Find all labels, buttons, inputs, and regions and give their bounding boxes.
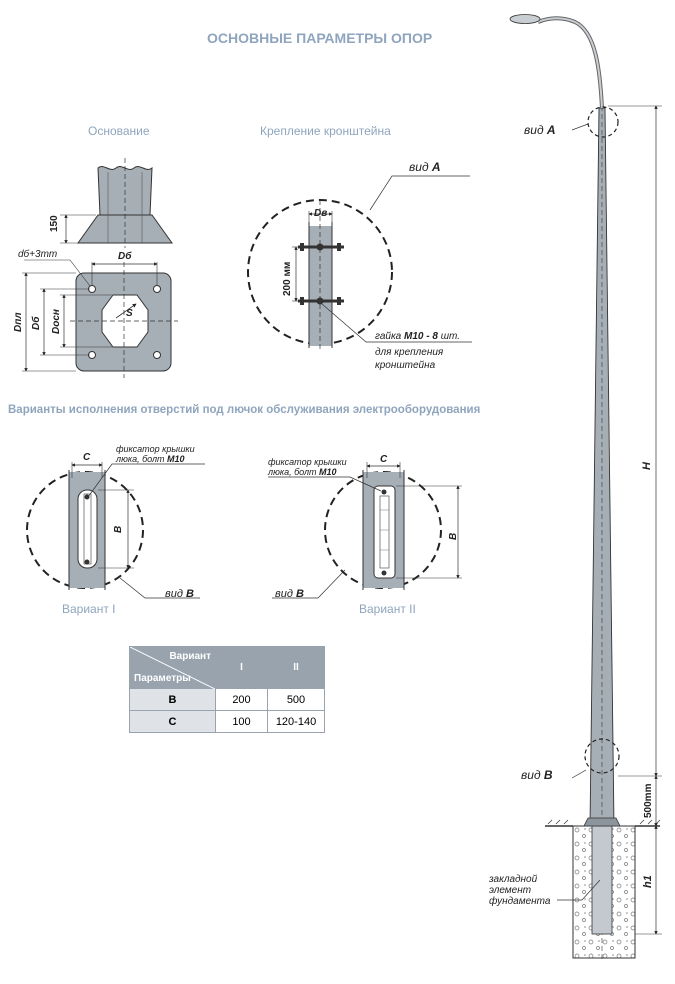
base-diameter-label: Dосн	[51, 309, 62, 334]
pole-view-a-label: вид A	[524, 123, 556, 137]
variant2-fixer-line2: люка, болт M10	[268, 467, 337, 477]
embed-note-line2: элемент	[489, 885, 532, 896]
nut-note-line2: для крепления	[375, 347, 444, 358]
table-corner-cell	[130, 647, 216, 689]
pole-500-label: 500mm	[643, 783, 654, 818]
embed-note-line1: закладной	[489, 874, 538, 885]
variant1-caption: Вариант I	[62, 602, 116, 616]
bolt-circle-label: Dб	[118, 251, 132, 262]
variant2-fixer-line1: фиксатор крышки	[268, 457, 347, 467]
base-height-label: 150	[49, 215, 60, 232]
variant2-c-label: C	[380, 454, 388, 465]
variant2-view	[268, 462, 462, 598]
table-cell: 500	[268, 689, 325, 711]
table-row	[130, 689, 325, 711]
header-params-label: Параметры	[134, 673, 191, 684]
hatch-variants-heading: Варианты исполнения отверстий под лючок обслуживания электрооборудования	[8, 404, 481, 416]
pole-drawing	[510, 15, 662, 961]
pole-height-label: H	[641, 462, 653, 470]
embed-note-line3: фундамента	[489, 896, 551, 907]
variant1-fixer-line1: фиксатор крышки	[116, 444, 195, 454]
page-title: ОСНОВНЫЕ ПАРАМЕТРЫ ОПОР	[207, 30, 433, 46]
variant2-b-label: B	[448, 532, 459, 540]
variant2-view-b-label: вид B	[275, 588, 304, 600]
variant2-caption: Вариант II	[359, 602, 416, 616]
bolt-spacing-label: Dб	[31, 316, 42, 330]
row-name: B	[130, 689, 216, 711]
wall-thickness-label: S	[126, 308, 133, 319]
column-header-2: II	[268, 647, 325, 689]
table-cell: 200	[216, 689, 268, 711]
hole-diameter-label: dб+3mm	[18, 249, 58, 260]
table-row	[130, 711, 325, 733]
variant1-fixer-line2: люка, болт M10	[116, 454, 185, 464]
header-variant-label: Вариант	[169, 651, 211, 662]
base-heading: Основание	[88, 124, 150, 138]
parameters-table	[129, 646, 325, 733]
bracket-mount-heading: Крепление кронштейна	[260, 124, 391, 138]
column-header-1: I	[216, 647, 268, 689]
nut-note-line1: гайка M10 - 8 шт.	[375, 331, 460, 342]
tube-diameter-label: Dв	[314, 208, 328, 219]
table-cell: 120-140	[268, 711, 325, 733]
row-name: C	[130, 711, 216, 733]
table-cell: 100	[216, 711, 268, 733]
variant1-b-label: B	[113, 525, 124, 533]
variant1-view-b-label: вид B	[165, 588, 194, 600]
nut-note-line3: кронштейна	[375, 360, 436, 371]
variant1-c-label: C	[83, 452, 91, 463]
pole-view-b-label: вид B	[521, 768, 553, 782]
plate-size-label: Dпл	[13, 312, 24, 332]
base-side-view	[60, 158, 172, 248]
base-plan-view	[22, 260, 178, 378]
bolt-spacing-200-label: 200 мм	[282, 261, 293, 296]
pole-h1-label: h1	[642, 875, 654, 888]
view-a-label: вид A	[409, 160, 441, 174]
